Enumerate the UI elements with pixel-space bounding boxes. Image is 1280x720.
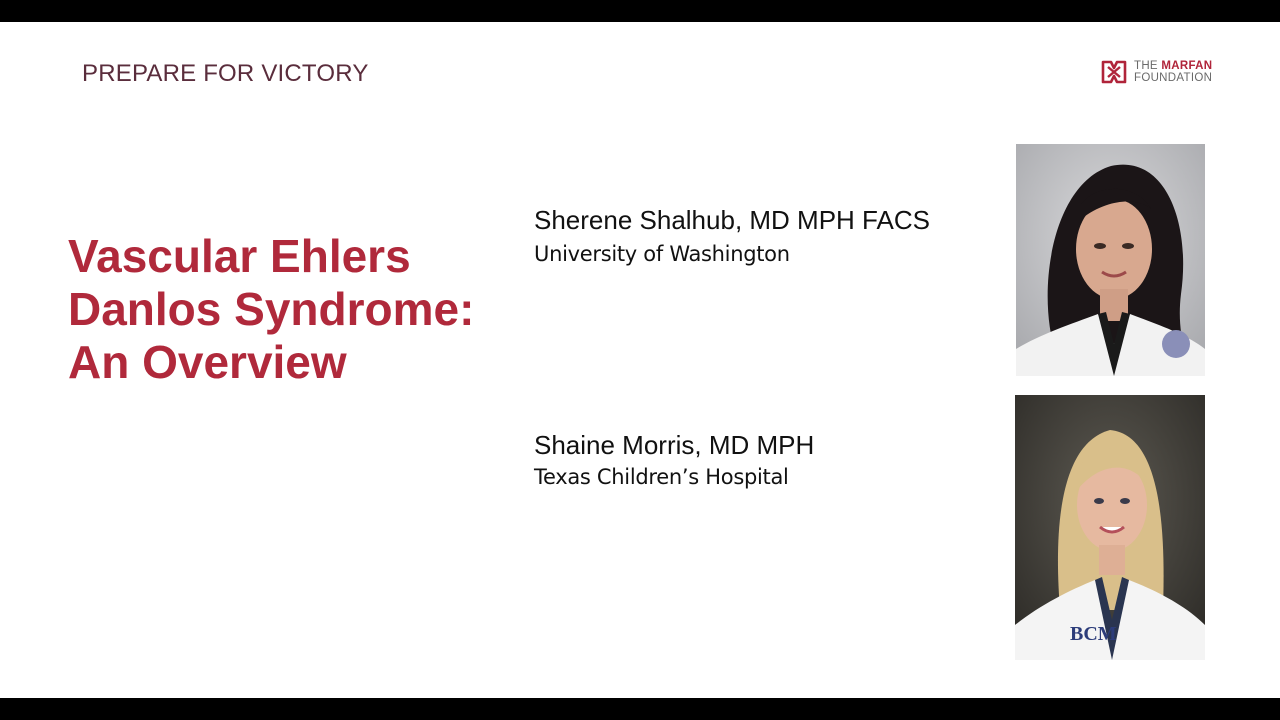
logo-text-the: THE (1134, 60, 1162, 72)
marfan-foundation-logo (1101, 59, 1212, 85)
speaker-name: Shaine Morris, MD MPH (534, 430, 815, 460)
speaker-name: Sherene Shalhub, MD MPH FACS (534, 205, 930, 235)
title-line: An Overview (68, 336, 347, 388)
title-line: Vascular Ehlers (68, 230, 411, 282)
slide-header: PREPARE FOR VICTORY (82, 60, 369, 87)
logo-wordmark (1134, 60, 1212, 84)
slide (0, 22, 1280, 698)
logo-text-foundation: FOUNDATION (1134, 72, 1213, 84)
speaker-affiliation: Texas Children’s Hospital (534, 465, 789, 489)
marfan-logo-icon (1101, 60, 1127, 84)
title-line: Danlos Syndrome: (68, 283, 475, 335)
speaker-photo (1016, 144, 1205, 376)
coat-logo-text: BCM (1070, 623, 1117, 645)
speaker-photo (1015, 395, 1205, 660)
logo-text-marfan: MARFAN (1161, 60, 1213, 72)
speaker-affiliation: University of Washington (534, 242, 790, 266)
slide-title (68, 230, 528, 389)
